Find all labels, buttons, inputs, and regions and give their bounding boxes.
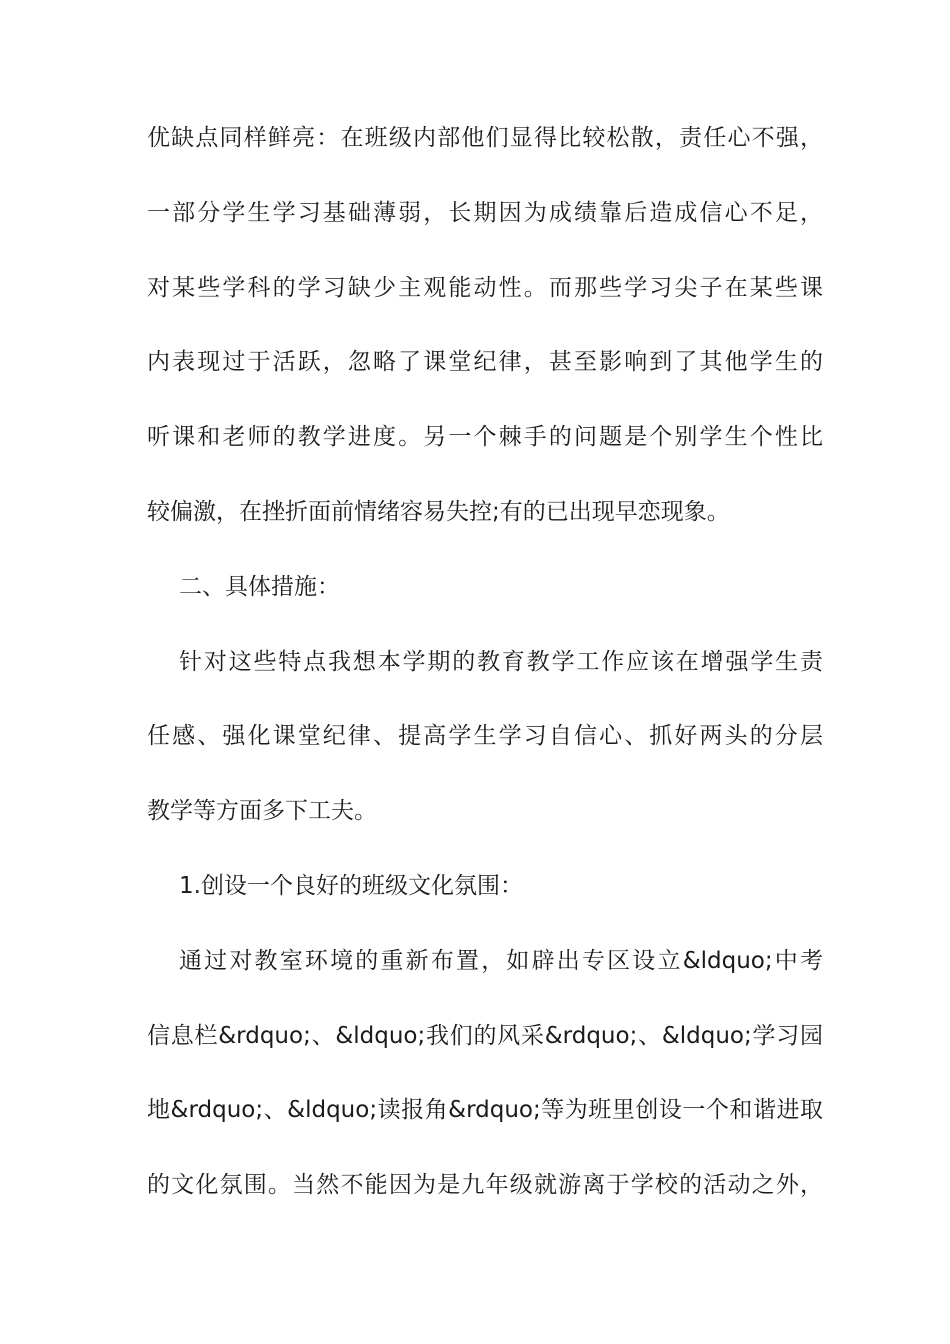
text-line: 教学等方面多下工夫。 <box>147 798 377 825</box>
text-line: 的文化氛围。当然不能因为是九年级就游离于学校的活动之外， <box>147 1172 823 1199</box>
text-line: 一部分学生学习基础薄弱，长期因为成绩靠后造成信心不足， <box>147 199 823 226</box>
section-heading: 二、具体措施： <box>179 573 340 600</box>
text-line: 信息栏&rdquo;、&ldquo;我们的风采&rdquo;、&ldquo;学习园 <box>147 1022 823 1049</box>
body-text <box>147 124 827 1246</box>
text-line: 较偏激，在挫折面前情绪容易失控;有的已出现早恋现象。 <box>147 498 730 525</box>
text-line: 通过对教室环境的重新布置，如辟出专区设立&ldquo;中考 <box>179 947 823 974</box>
text-line: 地&rdquo;、&ldquo;读报角&rdquo;等为班里创设一个和谐进取 <box>147 1097 823 1124</box>
text-line: 任感、强化课堂纪律、提高学生学习自信心、抓好两头的分层 <box>147 723 823 750</box>
text-line: 听课和老师的教学进度。另一个棘手的问题是个别学生个性比 <box>147 424 823 451</box>
text-line: 对某些学科的学习缺少主观能动性。而那些学习尖子在某些课 <box>147 274 823 301</box>
text-line: 内表现过于活跃，忽略了课堂纪律，甚至影响到了其他学生的 <box>147 349 823 376</box>
text-line: 优缺点同样鲜亮：在班级内部他们显得比较松散，责任心不强， <box>147 125 823 151</box>
text-line: 针对这些特点我想本学期的教育教学工作应该在增强学生责 <box>179 648 823 675</box>
subsection-heading: 1.创设一个良好的班级文化氛围： <box>179 872 523 899</box>
